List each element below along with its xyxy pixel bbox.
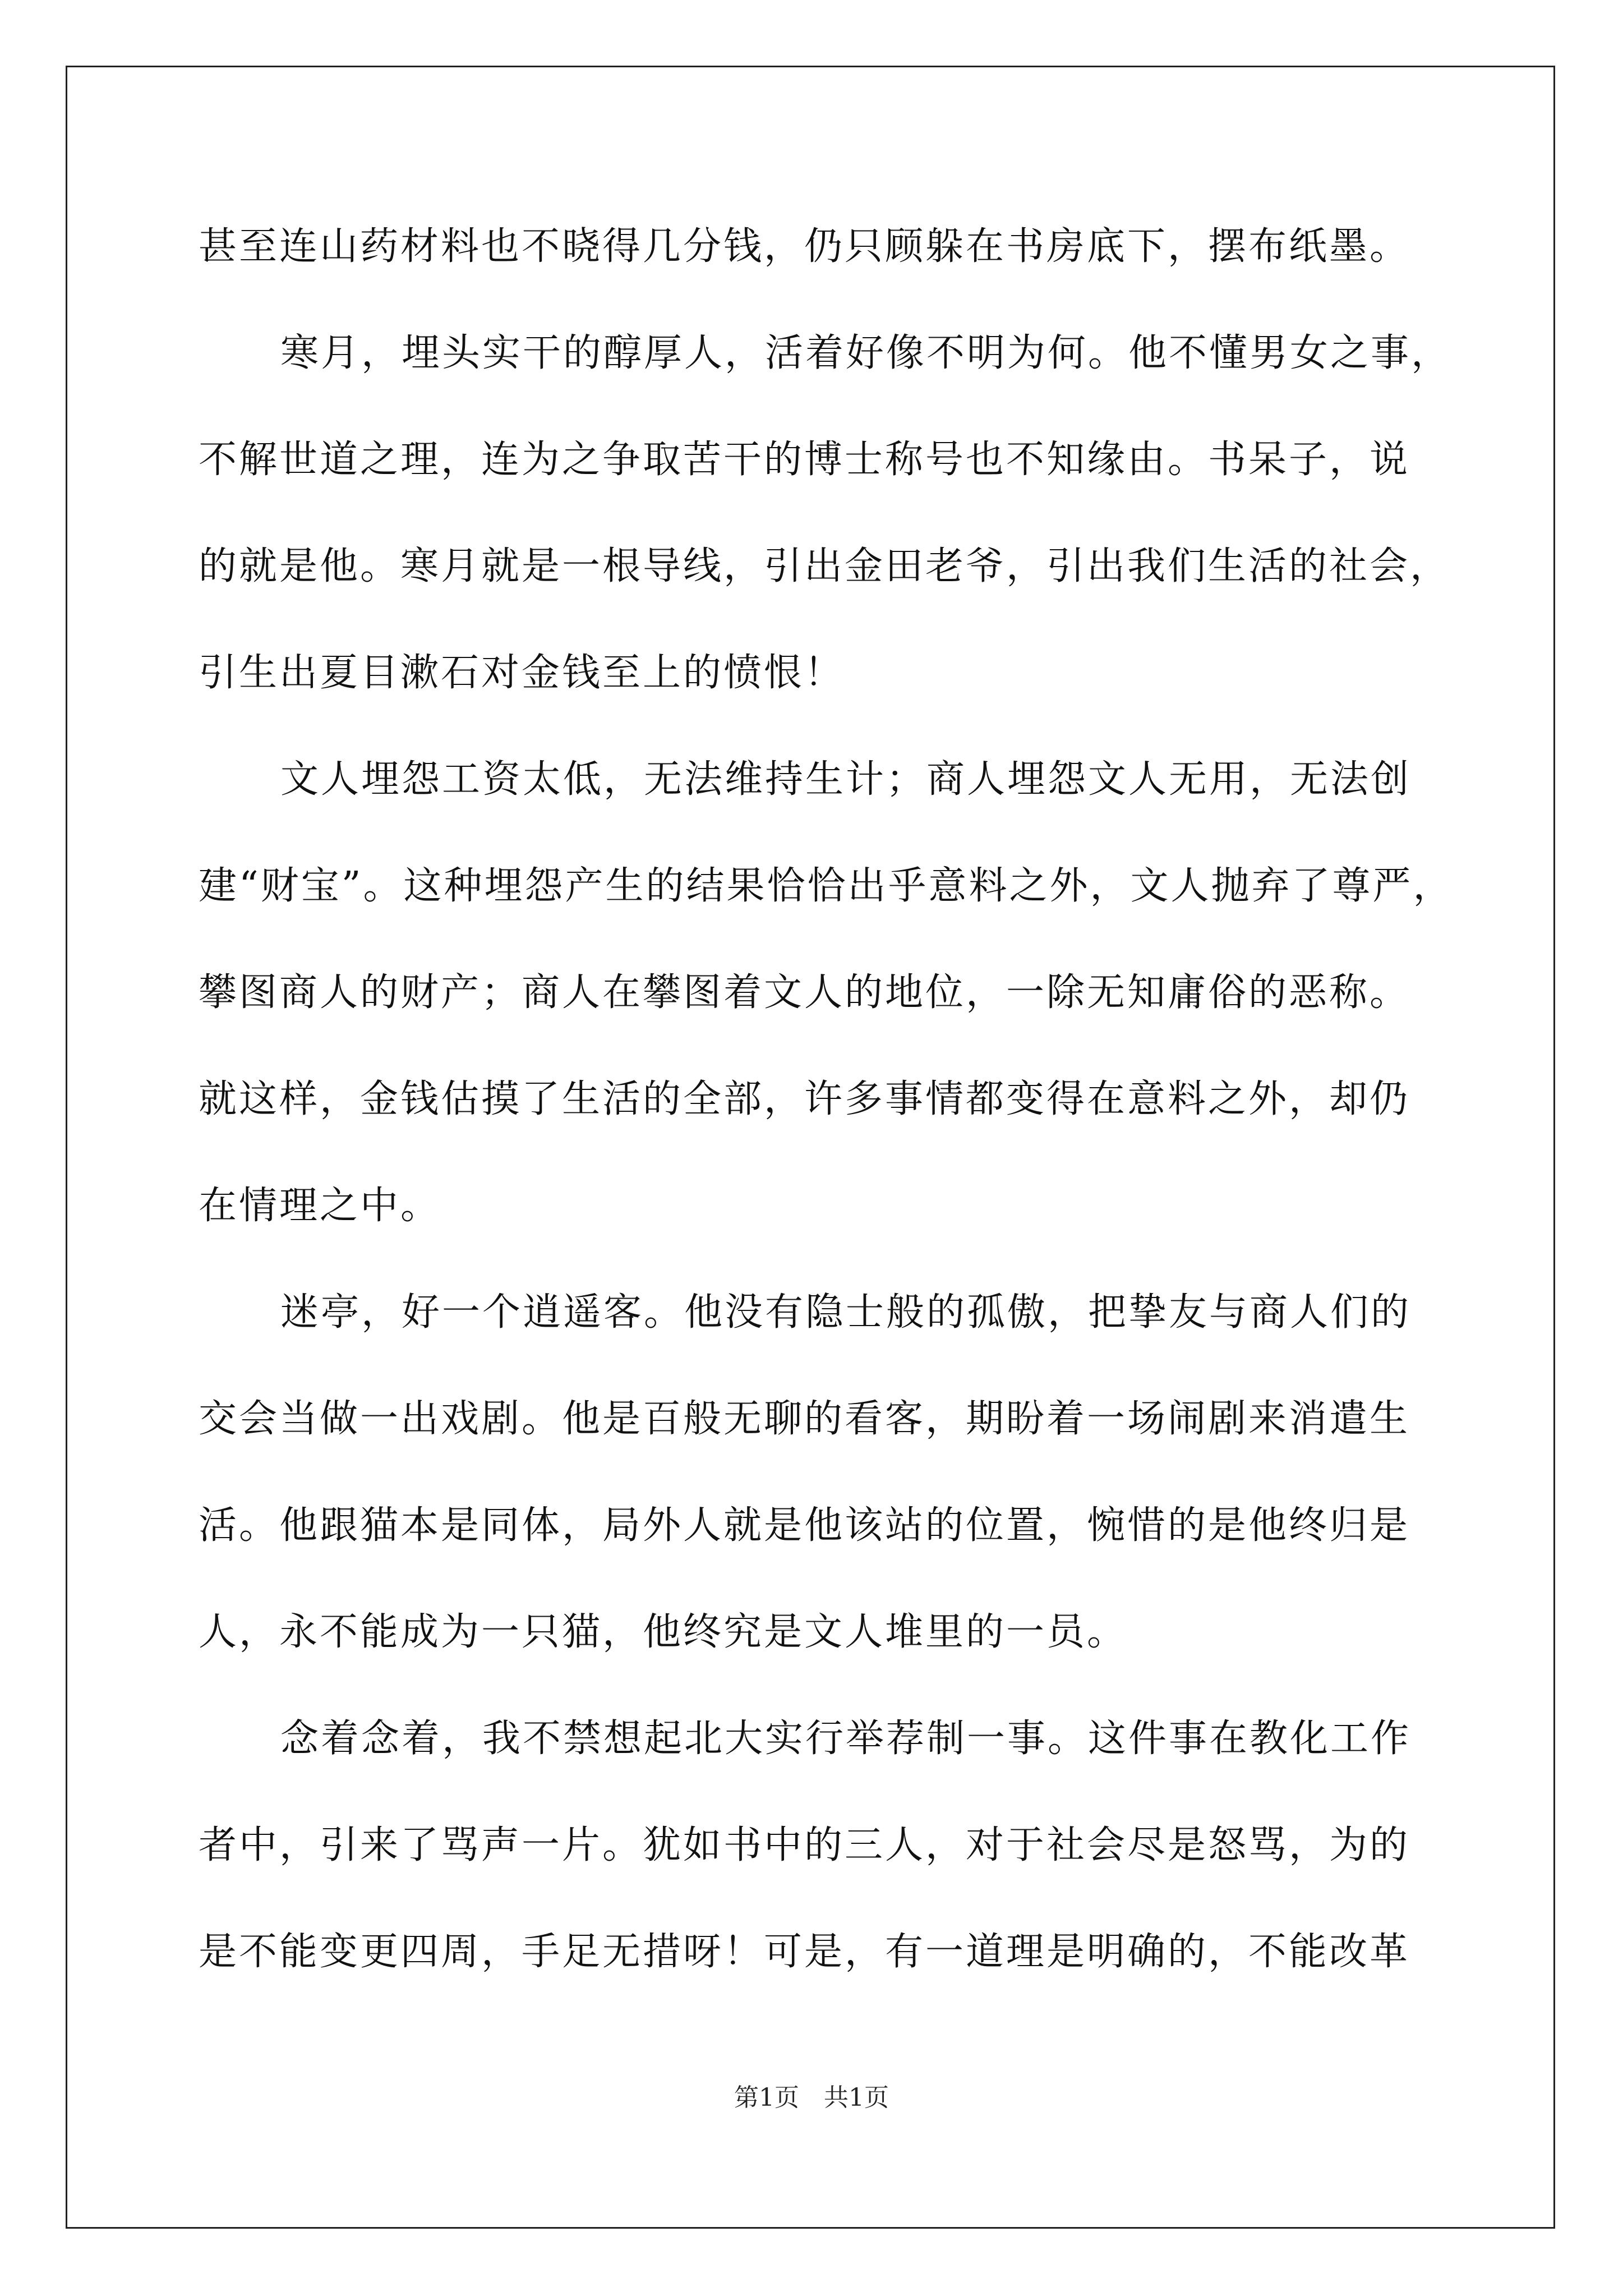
text-line: 就这样，金钱估摸了生活的全部，许多事情都变得在意料之外，却仍 xyxy=(199,1077,1410,1121)
text-line: 在情理之中。 xyxy=(199,1184,441,1228)
text-line: 活。他跟猫本是同体，局外人就是他该站的位置，惋惜的是他终归是 xyxy=(199,1503,1410,1548)
text-line: 不解世道之理，连为之争取苦干的博士称号也不知缘由。书呆子，说 xyxy=(199,438,1410,482)
text-line: 甚至连山药材料也不晓得几分钱，仍只顾躲在书房底下，摆布纸墨。 xyxy=(199,224,1410,269)
text-line: 人，永不能成为一只猫，他终究是文人堆里的一员。 xyxy=(199,1610,1128,1654)
text-line: 引生出夏目漱石对金钱至上的愤恨！ xyxy=(199,651,845,695)
page-border xyxy=(66,66,1555,2229)
text-line: 建“财宝”。这种埋怨产生的结果恰恰出乎意料之外，文人抛弃了尊严， xyxy=(199,864,1454,908)
text-line: 攀图商人的财产；商人在攀图着文人的地位，一除无知庸俗的恶称。 xyxy=(199,970,1410,1015)
text-line: 交会当做一出戏剧。他是百般无聊的看客，期盼着一场闹剧来消遣生 xyxy=(199,1397,1410,1441)
page-number-footer: 第1页 共1页 xyxy=(734,2083,889,2112)
paragraph-start-line: 念着念着，我不禁想起北大实行举荐制一事。这件事在教化工作 xyxy=(280,1717,1412,1761)
paragraph-start-line: 迷亭，好一个逍遥客。他没有隐士般的孤傲，把挚友与商人们的 xyxy=(280,1290,1412,1335)
text-line: 是不能变更四周，手足无措呀！可是，有一道理是明确的，不能改革 xyxy=(199,1930,1410,1974)
text-line: 的就是他。寒月就是一根导线，引出金田老爷，引出我们生活的社会， xyxy=(199,544,1451,588)
paragraph-start-line: 寒月，埋头实干的醇厚人，活着好像不明为何。他不懂男女之事， xyxy=(280,331,1452,375)
text-line: 者中，引来了骂声一片。犹如书中的三人，对于社会尽是怒骂，为的 xyxy=(199,1823,1410,1867)
paragraph-start-line: 文人埋怨工资太低，无法维持生计；商人埋怨文人无用，无法创 xyxy=(280,757,1412,802)
